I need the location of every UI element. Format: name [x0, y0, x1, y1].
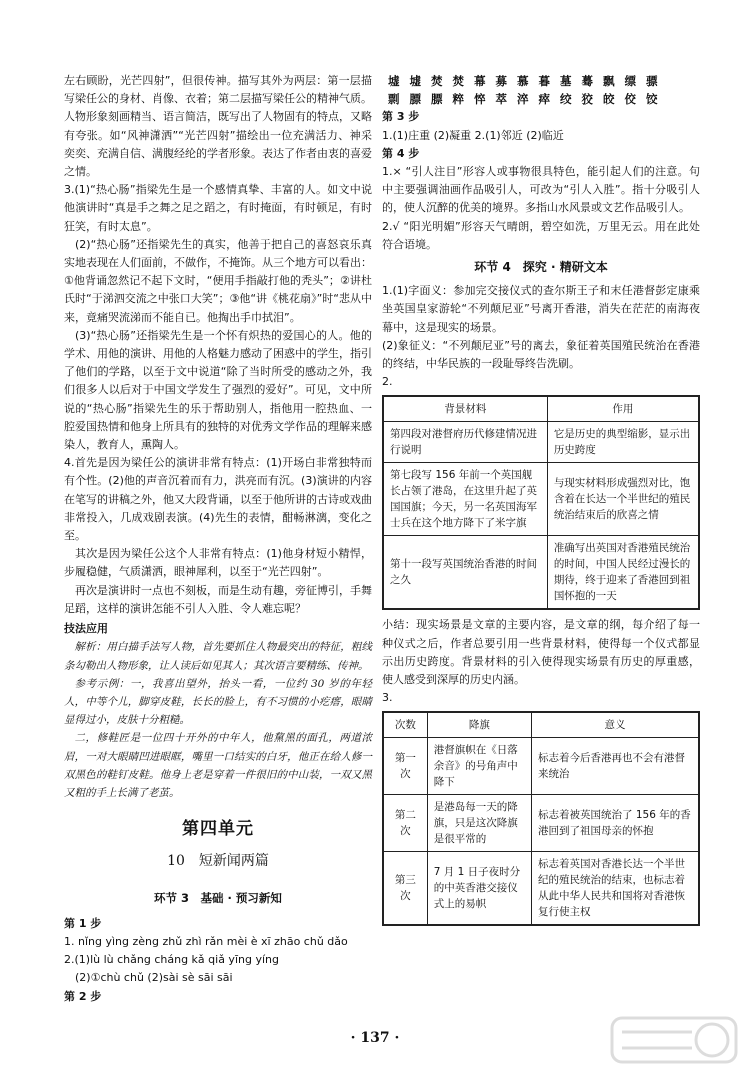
- table-row: [383, 738, 699, 795]
- table-cell: 它是历史的典型缩影，显示出历史跨度: [547, 422, 699, 463]
- character-row: 墟 墟 焚 焚 幕 募 慕 暮 墓 蓦 飘 缥 骠: [388, 74, 661, 88]
- table-cell: 标志着英国对香港长达一个半世纪的殖民统治的结束，也标志着从此中华人民共和国将对香港恢复行使主权: [532, 852, 700, 926]
- answer-paragraph: 2.√ “阳光明媚”形容天气晴朗，碧空如洗，万里无云。用在此处符合语境。: [382, 219, 700, 251]
- section-heading: 环节 4 探究 · 精研文本: [474, 260, 608, 275]
- table-header-row: [383, 396, 699, 422]
- answer-paragraph: (2)“热心肠”还指梁先生的真实，他善于把自己的喜怒哀乐真实地表现在人们面前，不做作，不掩饰。从三个地方可以看出：①他背诵忽然记不起下文时，“便用手指敲打他的秃头”；②讲杜氏时“于涕泗交流之中张口大笑”；③他“讲《桃花扇》”时“悲从中来，竟痛哭流涕而不能自已。他掏出手巾拭泪”。: [64, 237, 372, 324]
- page-number: · 137 ·: [350, 1030, 400, 1046]
- table-cell: 第一次: [383, 738, 427, 795]
- step-label: 第 3 步: [382, 110, 420, 124]
- table-cell: 7 月 1 日子夜时分的中英香港交接仪式上的易帜: [427, 852, 531, 926]
- step-label: 第 1 步: [64, 916, 102, 930]
- question-number: 3.: [382, 691, 393, 705]
- table-header-cell: 背景材料: [383, 396, 547, 422]
- left-column: [64, 72, 372, 1006]
- table-cell: 第十一段写英国统治香港的时间之久: [383, 536, 547, 610]
- technique-heading: 技法应用: [64, 622, 108, 636]
- pinyin-answer: 2.(1)lù lù chǎng cháng kǎ qiǎ yīng yíng: [64, 953, 279, 967]
- flag-lowering-table: [382, 711, 700, 926]
- table-row: [383, 795, 699, 852]
- question-number: 2.: [382, 375, 393, 389]
- answer-paragraph: (2)象征义：“不列颠尼亚”号的离去，象征着英国殖民统治在香港的终结，中华民族的一段耻辱终告洗刷。: [382, 338, 700, 371]
- table-header-cell: 次数: [383, 712, 427, 738]
- answer-paragraph: 3.(1)“热心肠”指梁先生是一个感情真挚、丰富的人。如文中说他演讲时“真是手之舞之足之蹈之，有时掩面，有时顿足，有时狂笑，有时太息”。: [64, 183, 372, 233]
- pinyin-answer: (2)①chù chǔ (2)sài sè sāi sāi: [75, 971, 233, 985]
- summary-paragraph: 小结：现实场景是文章的主要内容，是文章的纲，每介绍了每一种仪式之后，作者总要引用一些背景材料，使得每一个仪式都显示出历史跨度。背景材料的引入使得现实场景有历史的厚重感，使人感受到深厚的历史内涵。: [382, 618, 700, 687]
- right-column: [382, 72, 700, 926]
- table-header-cell: 降旗: [427, 712, 531, 738]
- table-cell: 准确写出英国对香港殖民统治的时间，中国人民经过漫长的期待，终于迎来了香港回到祖国怀抱的一天: [547, 536, 699, 610]
- answer-paragraph: 再次是演讲时一点也不刻板，而是生动有趣，旁征博引，手舞足蹈，这样的演讲怎能不引人入胜、令人难忘呢？: [64, 583, 372, 615]
- table-header-cell: 作用: [547, 396, 699, 422]
- answer-paragraph: 左右顾盼，光芒四射”，但很传神。描写其外为两层：第一层描写梁任公的身材、肖像、衣着；第二层描写梁任公的精神气质。人物形象刻画精当、语言简洁，既写出了人物固有的特点，又略有夸张。如“风神潇洒”“光芒四射”描绘出一位充满活力、神采奕奕、充满自信、满腹经纶的学者形象。表达了作者由衷的喜爱之情。: [64, 74, 372, 179]
- table-row: [383, 536, 699, 610]
- answer-paragraph: 其次是因为梁任公这个人非常有特点：(1)他身材短小精悍，步履稳健，气质潇洒，眼神犀利，以至于“光芒四射”。: [64, 547, 372, 579]
- answer-paragraph: 1.(1)字面义：参加完交接仪式的查尔斯王子和末任港督彭定康乘坐英国皇家游轮“不列颠尼亚”号离开香港，消失在茫茫的南海夜幕中，这是现实的场景。: [382, 284, 700, 334]
- answer-paragraph: 4.首先是因为梁任公的演讲非常有特点：(1)开场白非常独特而有个性。(2)他的声音沉着而有力，洪亮而有沉。(3)演讲的内容在笔写的讲稿之外，他又大段背诵，以至于他所讲的古诗或戏曲非常投入，几成戏剧表演。(4)先生的表情，酣畅淋漓，变化之至。: [64, 456, 372, 543]
- table-row: [383, 422, 699, 463]
- answer-paragraph: 1.× “引人注目”形容人或事物很具特色，能引起人们的注意。句中主要强调油画作品吸引人，可改为“引人入胜”。指十分吸引人的，使人沉醉的优美的境界。多指山水风景或文艺作品吸引人。: [382, 165, 700, 215]
- table-row: [383, 852, 699, 926]
- answer-paragraph: 1.(1)庄重 (2)凝重 2.(1)邻近 (2)临近: [382, 128, 564, 142]
- table-row: [383, 463, 699, 536]
- lesson-title: 10 短新闻两篇: [167, 853, 269, 870]
- table-cell: 第三次: [383, 852, 427, 926]
- table-cell: 标志着被英国统治了 156 年的香港回到了祖国母亲的怀抱: [532, 795, 700, 852]
- table-header-cell: 意义: [532, 712, 700, 738]
- section-heading: 环节 3 基础 · 预习新知: [154, 890, 282, 905]
- analysis-paragraph: 解析：用白描手法写人物，首先要抓住人物最突出的特征，粗线条勾勒出人物形象，让人读后如见其人；其次语言要精练、传神。: [64, 641, 372, 672]
- unit-title: 第四单元: [182, 819, 254, 840]
- watermark-logo: [608, 1012, 740, 1068]
- table-cell: 第二次: [383, 795, 427, 852]
- background-material-table: [382, 395, 700, 610]
- table-cell: 与现实材料形成强烈对比，饱含着在长达一个半世纪的殖民统治结束后的欣喜之情: [547, 463, 699, 536]
- table-cell: 第七段写 156 年前一个英国舰长占领了港岛，在这里升起了英国国旗；今天，另一名英国海军士兵在这个地方降下了米字旗: [383, 463, 547, 536]
- character-row: 剽 膘 膘 粹 悴 萃 淬 瘁 绞 狡 皎 佼 饺: [388, 92, 661, 107]
- example-paragraph: 参考示例：一，我喜出望外，抬头一看，一位约 30 岁的年轻人，中等个儿，脚穿皮鞋，长长的脸上，有不习惯的小疙瘩，眼睛显得过小，皮肤十分粗糙。: [64, 677, 372, 727]
- step-label: 第 2 步: [64, 989, 102, 1003]
- table-cell: 标志着今后香港再也不会有港督来统治: [532, 738, 700, 795]
- table-cell: 第四段对港督府历代修建情况进行说明: [383, 422, 547, 463]
- table-cell: 是港岛每一天的降旗，只是这次降旗是很平常的: [427, 795, 531, 852]
- step-label: 第 4 步: [382, 146, 420, 160]
- table-cell: 港督旗帜在《日落余音》的号角声中降下: [427, 738, 531, 795]
- answer-paragraph: (3)“热心肠”还指梁先生是一个怀有炽热的爱国心的人。他的学术、用他的演讲、用他的人格魅力感动了困惑中的学生，指引了他们的学路，以至于文中说道“除了当时所受的感动之外，我们很多人以后对于中国文学发生了强烈的爱好”。可见，文中所说的“热心肠”指梁先生的乐于帮助别人，指他用一腔热血、一腔爱国热情和他身上所具有的独特的对优秀文学作品的理解来感染人，教育人，熏陶人。: [64, 328, 372, 452]
- pinyin-answer: 1. nǐng yìng zèng zhǔ zhì rǎn mèi è xī zhāo chǔ dǎo: [64, 934, 348, 948]
- example-paragraph: 二，修鞋匠是一位四十开外的中年人，他黧黑的面孔，两道浓眉，一对大眼睛凹进眼眶，嘴里一口结实的白牙，他正在给人修一双黑色的鞋钉皮鞋。他身上老是穿着一件很旧的中山装，一双又黑又粗的手上长满了老茧。: [64, 732, 372, 799]
- table-header-row: [383, 712, 699, 738]
